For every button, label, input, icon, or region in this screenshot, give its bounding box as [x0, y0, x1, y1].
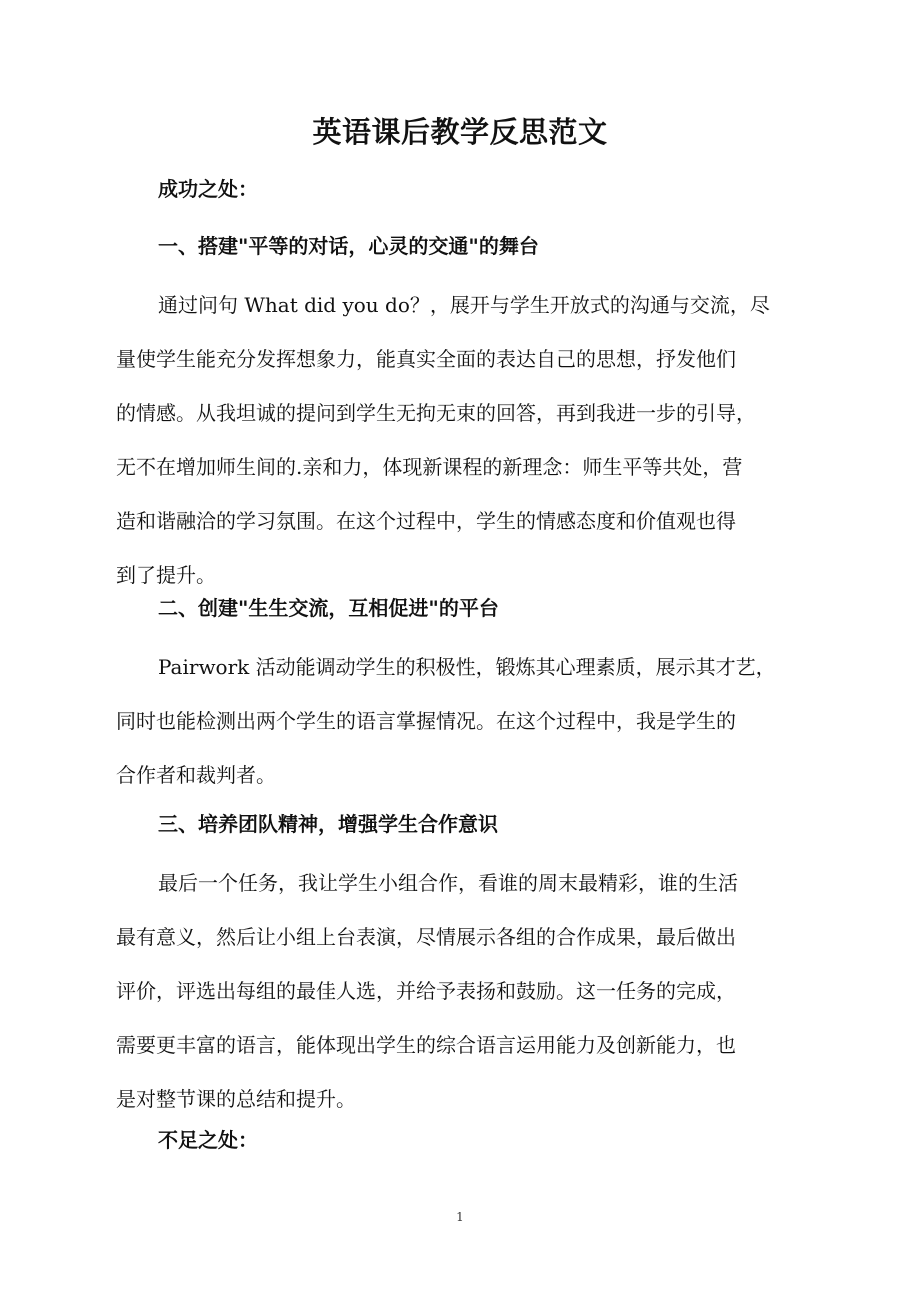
document-title: 英语课后教学反思范文 — [312, 115, 608, 149]
success-heading: 成功之处： — [158, 177, 258, 201]
paragraph-line: 到了提升。 — [116, 563, 216, 587]
paragraph-line: 是对整节课的总结和提升。 — [116, 1087, 356, 1111]
paragraph-line: 的情感。从我坦诚的提问到学生无拘无束的回答，再到我进一步的引导， — [116, 401, 756, 425]
section-3-heading: 三、培养团队精神，增强学生合作意识 — [158, 812, 498, 836]
paragraph-line: 最有意义，然后让小组上台表演，尽情展示各组的合作成果，最后做出 — [116, 925, 736, 949]
paragraph-line: 无不在增加师生间的.亲和力，体现新课程的新理念：师生平等共处，营 — [116, 455, 743, 479]
paragraph-line: 量使学生能充分发挥想象力，能真实全面的表达自己的思想，抒发他们 — [116, 347, 736, 371]
paragraph-line: 评价，评选出每组的最佳人选，并给予表扬和鼓励。这一任务的完成， — [116, 979, 736, 1003]
section-1-heading: 一、搭建"平等的对话，心灵的交通"的舞台 — [158, 234, 539, 258]
page-number: 1 — [456, 1210, 464, 1224]
paragraph-line: 造和谐融洽的学习氛围。在这个过程中，学生的情感态度和价值观也得 — [116, 509, 736, 533]
section-2-heading: 二、创建"生生交流，互相促进"的平台 — [158, 596, 499, 620]
paragraph-line: 同时也能检测出两个学生的语言掌握情况。在这个过程中，我是学生的 — [116, 709, 736, 733]
section-2-paragraph — [116, 640, 816, 802]
shortcoming-heading: 不足之处： — [158, 1128, 258, 1152]
paragraph-line: 需要更丰富的语言，能体现出学生的综合语言运用能力及创新能力，也 — [116, 1033, 736, 1057]
section-1-paragraph — [116, 278, 816, 602]
paragraph-line: 合作者和裁判者。 — [116, 763, 276, 787]
section-3-paragraph — [116, 856, 816, 1126]
paragraph-line: Pairwork 活动能调动学生的积极性，锻炼其心理素质，展示其才艺， — [158, 655, 776, 679]
paragraph-line: 最后一个任务，我让学生小组合作，看谁的周末最精彩，谁的生活 — [158, 871, 738, 895]
paragraph-line: 通过问句 What did you do？，展开与学生开放式的沟通与交流，尽 — [158, 293, 770, 317]
